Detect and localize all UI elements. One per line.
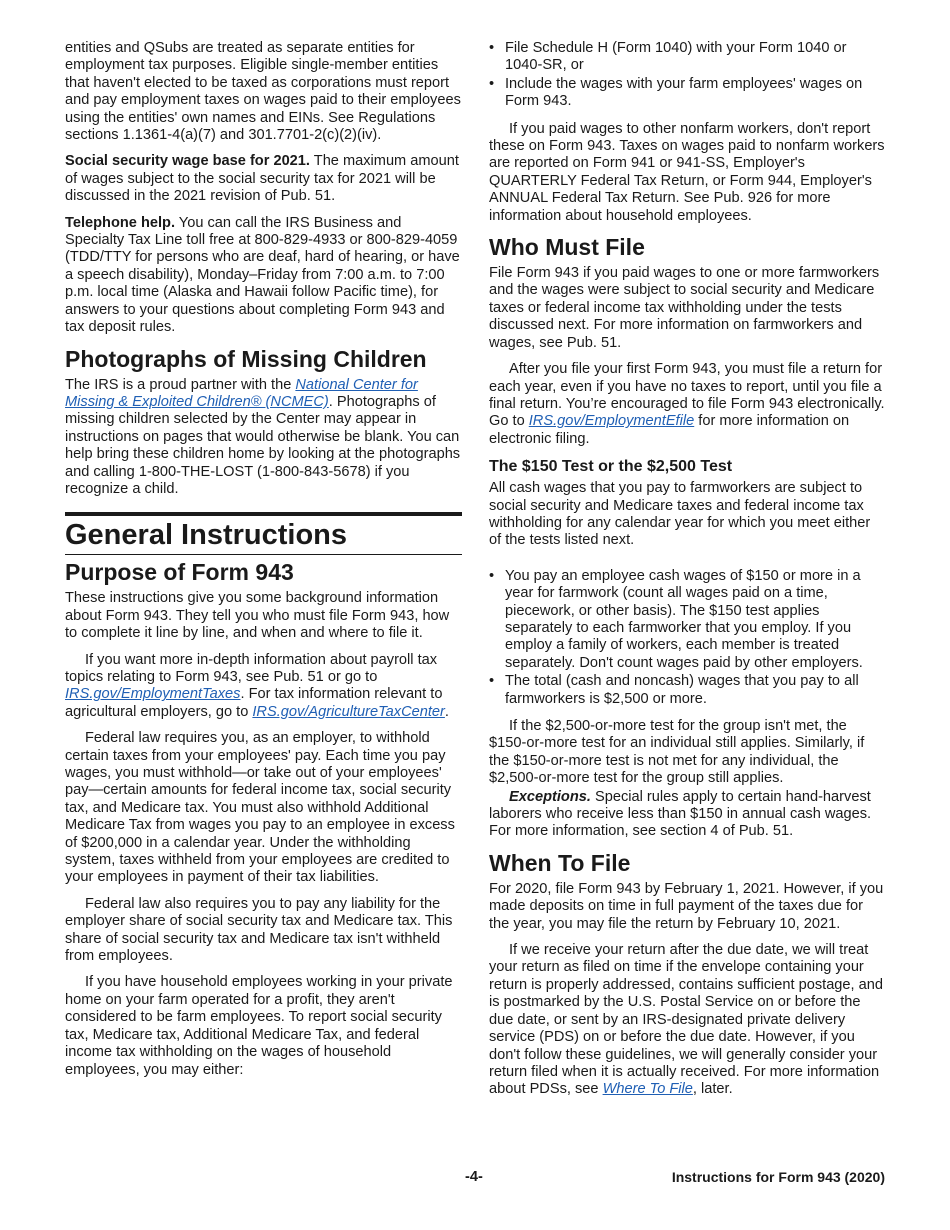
purpose-paragraph-2 <box>65 652 462 722</box>
right-column <box>489 40 886 1108</box>
test-bullet-1 <box>489 568 886 672</box>
ss-wage-base-text: The maximum amount of wages subject to the social security tax for 2021 will be discussed in the 2021 revision of Pub. 51. <box>65 153 459 205</box>
agriculture-tax-center-link[interactable]: IRS.gov/AgricultureTaxCenter <box>252 703 445 720</box>
bullet-glyph: • <box>489 567 495 584</box>
bullet-glyph: • <box>489 75 495 92</box>
test-paragraph-2: If the $2,500-or-more test for the group isn't met, the $150-or-more test for an individual still applies. Similarly, if the $150-or-more test is not met for any individual, the $2,500-or-more test for the group still applies. <box>489 718 865 787</box>
who-must-file-heading: Who Must File <box>489 234 645 261</box>
ss-wage-base-paragraph <box>65 153 462 205</box>
test-bullet-2 <box>489 673 886 708</box>
household-bullet-2 <box>489 76 886 111</box>
bullet-glyph: • <box>489 673 495 690</box>
when-to-file-heading: When To File <box>489 849 631 876</box>
telephone-help-text: You can call the IRS Business and Specialty Tax Line toll free at 800-829-4933 or 800-829-4059 (TDD/TTY for persons who are deaf, hard of hearing, or have a speech disability), Monday–Friday from 7:00 a.m. to 7:00 p.m. local time (Alaska and Hawaii follow Pacific time), for answers to your questions about completing Form 943 and tax deposit rules. <box>65 214 460 336</box>
when-to-file-paragraph-2 <box>489 942 886 1099</box>
household-bullet-1 <box>489 40 886 75</box>
purpose-paragraph-3: Federal law requires you, as an employer, to withhold certain taxes from your employees' pay. Each time you pay wages, you must withhold—or take out of your employees' pay—certain amounts for federal income tax, social security tax, and Medicare tax. You must also withhold Additional Medicare Tax from wages you pay to an employee in excess of $200,000 in a calendar year. Under the withholding system, taxes withheld from your employees are credited to your employees in payment of their tax liabilities. <box>65 730 455 886</box>
employment-efile-link[interactable]: IRS.gov/EmploymentEfile <box>528 413 695 430</box>
entities-paragraph: entities and QSubs are treated as separate entities for employment tax purposes. Eligible single-member entities that haven't elected to be taxed as corporations must report and pay employment taxes on wages paid to their employees using the entities' own names and EINs. See Regulations sections 1.1361-4(a)(7) and 301.7701-2(c)(2)(iv). <box>65 40 461 144</box>
where-to-file-link[interactable]: Where To File <box>602 1081 693 1098</box>
purpose-paragraph-5: If you have household employees working in your private home on your farm operated for a profit, they aren't considered to be farm employees. To report social security tax, Medicare tax, Additional Medicare Tax, and federal income tax withholding on the wages of household employees, you may either: <box>65 974 453 1078</box>
photographs-text-b: . Photographs of missing children selected by the Center may appear in instructions on pages that would otherwise be blank. You can help bring these children home by looking at the photographs and calling 1-800-THE-LOST (1-800-843-5678) if you recognize a child. <box>65 393 461 497</box>
purpose-heading: Purpose of Form 943 <box>65 559 294 586</box>
who-p2-text-a: After you file your first Form 943, you must file a return for each year, even if you have no taxes to report, until you file a final return. You’re encouraged to file Form 943 electronically. Go to <box>489 361 885 430</box>
ss-wage-base-runin: Social security wage base for 2021. <box>65 153 310 170</box>
employment-taxes-link[interactable]: IRS.gov/EmploymentTaxes <box>65 686 241 703</box>
when-p2-text-b: , later. <box>692 1081 733 1098</box>
document-title-footer: Instructions for Form 943 (2020) <box>671 1169 885 1185</box>
general-instructions-heading: General Instructions <box>65 512 462 555</box>
exceptions-paragraph <box>489 789 886 841</box>
bullet-text: You pay an employee cash wages of $150 or more in a year for farmwork (count all wages paid on a time, piecework, or other basis). The $150 test applies separately to each farmworker that you employ. If you employ a family of workers, each member is treated separately. Don't count wages paid by other employers. <box>505 567 863 671</box>
who-p2-text-b: for more information on electronic filing. <box>489 413 850 447</box>
exceptions-text: Special rules apply to certain hand-harvest laborers who receive less than $150 in annual cash wages. For more information, see section 4 of Pub. 51. <box>489 788 872 840</box>
photographs-heading: Photographs of Missing Children <box>65 345 427 372</box>
test-heading: The $150 Test or the $2,500 Test <box>489 458 733 476</box>
purpose-paragraph-4: Federal law also requires you to pay any liability for the employer share of social security tax and Medicare tax. This share of social security tax and Medicare tax isn't withheld from employees. <box>65 895 453 965</box>
bullet-text: The total (cash and noncash) wages that you pay to all farmworkers is $2,500 or more. <box>505 673 859 707</box>
exceptions-runin: Exceptions. <box>509 788 591 805</box>
who-must-file-paragraph-1: File Form 943 if you paid wages to one or more farmworkers and the wages were subject to social security and Medicare taxes or federal income tax withholding under the tests discussed next. For more information on farmworkers and wages, see Pub. 51. <box>489 265 880 351</box>
photographs-text-a: The IRS is a proud partner with the <box>65 376 296 393</box>
bullet-glyph: • <box>489 40 495 56</box>
photographs-paragraph <box>65 377 462 499</box>
page-number: -4- <box>465 1169 483 1185</box>
purpose-p2-text-a: If you want more in-depth information about payroll tax topics relating to Form 943, see Pub. 51 or go to <box>65 651 438 685</box>
test-paragraph-1: All cash wages that you pay to farmworkers are subject to social security and Medicare taxes and federal income tax withholding for any calendar year for which you meet either of the tests listed next. <box>489 480 871 549</box>
purpose-p2-text-b: . For tax information relevant to agricultural employers, go to <box>65 686 443 720</box>
bullet-text: Include the wages with your farm employees' wages on Form 943. <box>505 75 863 110</box>
purpose-paragraph-1: These instructions give you some background information about Form 943. They tell you who must file Form 943, how to complete it line by line, and when and where to file it. <box>65 590 450 642</box>
when-p2-text-a: If we receive your return after the due date, we will treat your return as filed on time if the envelope containing your return is properly addressed, contains sufficient postage, and is postmarked by the U.S. Postal Service on or before the due date, or sent by an IRS-designated private delivery service (PDS) on or before the due date. However, if you don't follow these guidelines, we will generally consider your return filed when it is actually received. For more information about PDSs, see <box>489 942 883 1098</box>
left-column <box>65 40 462 1088</box>
who-must-file-paragraph-2 <box>489 361 886 448</box>
when-to-file-paragraph-1: For 2020, file Form 943 by February 1, 2021. However, if you made deposits on time in full payment of the taxes due for the year, you may file the return by February 10, 2021. <box>489 880 884 932</box>
ncmec-link[interactable]: National Center for Missing & Exploited Children® (NCMEC) <box>65 376 418 410</box>
bullet-text: File Schedule H (Form 1040) with your Form 1040 or 1040-SR, or <box>505 40 847 74</box>
purpose-p2-text-c: . <box>444 703 449 720</box>
nonfarm-paragraph: If you paid wages to other nonfarm workers, don't report these on Form 943. Taxes on wages paid to nonfarm workers are reported on Form 941 or 941-SS, Employer's QUARTERLY Federal Tax Return, or Form 944, Employer's ANNUAL Federal Tax Return. See Pub. 926 for more information about household employees. <box>489 120 885 224</box>
telephone-help-runin: Telephone help. <box>65 214 176 231</box>
telephone-help-paragraph <box>65 215 462 337</box>
